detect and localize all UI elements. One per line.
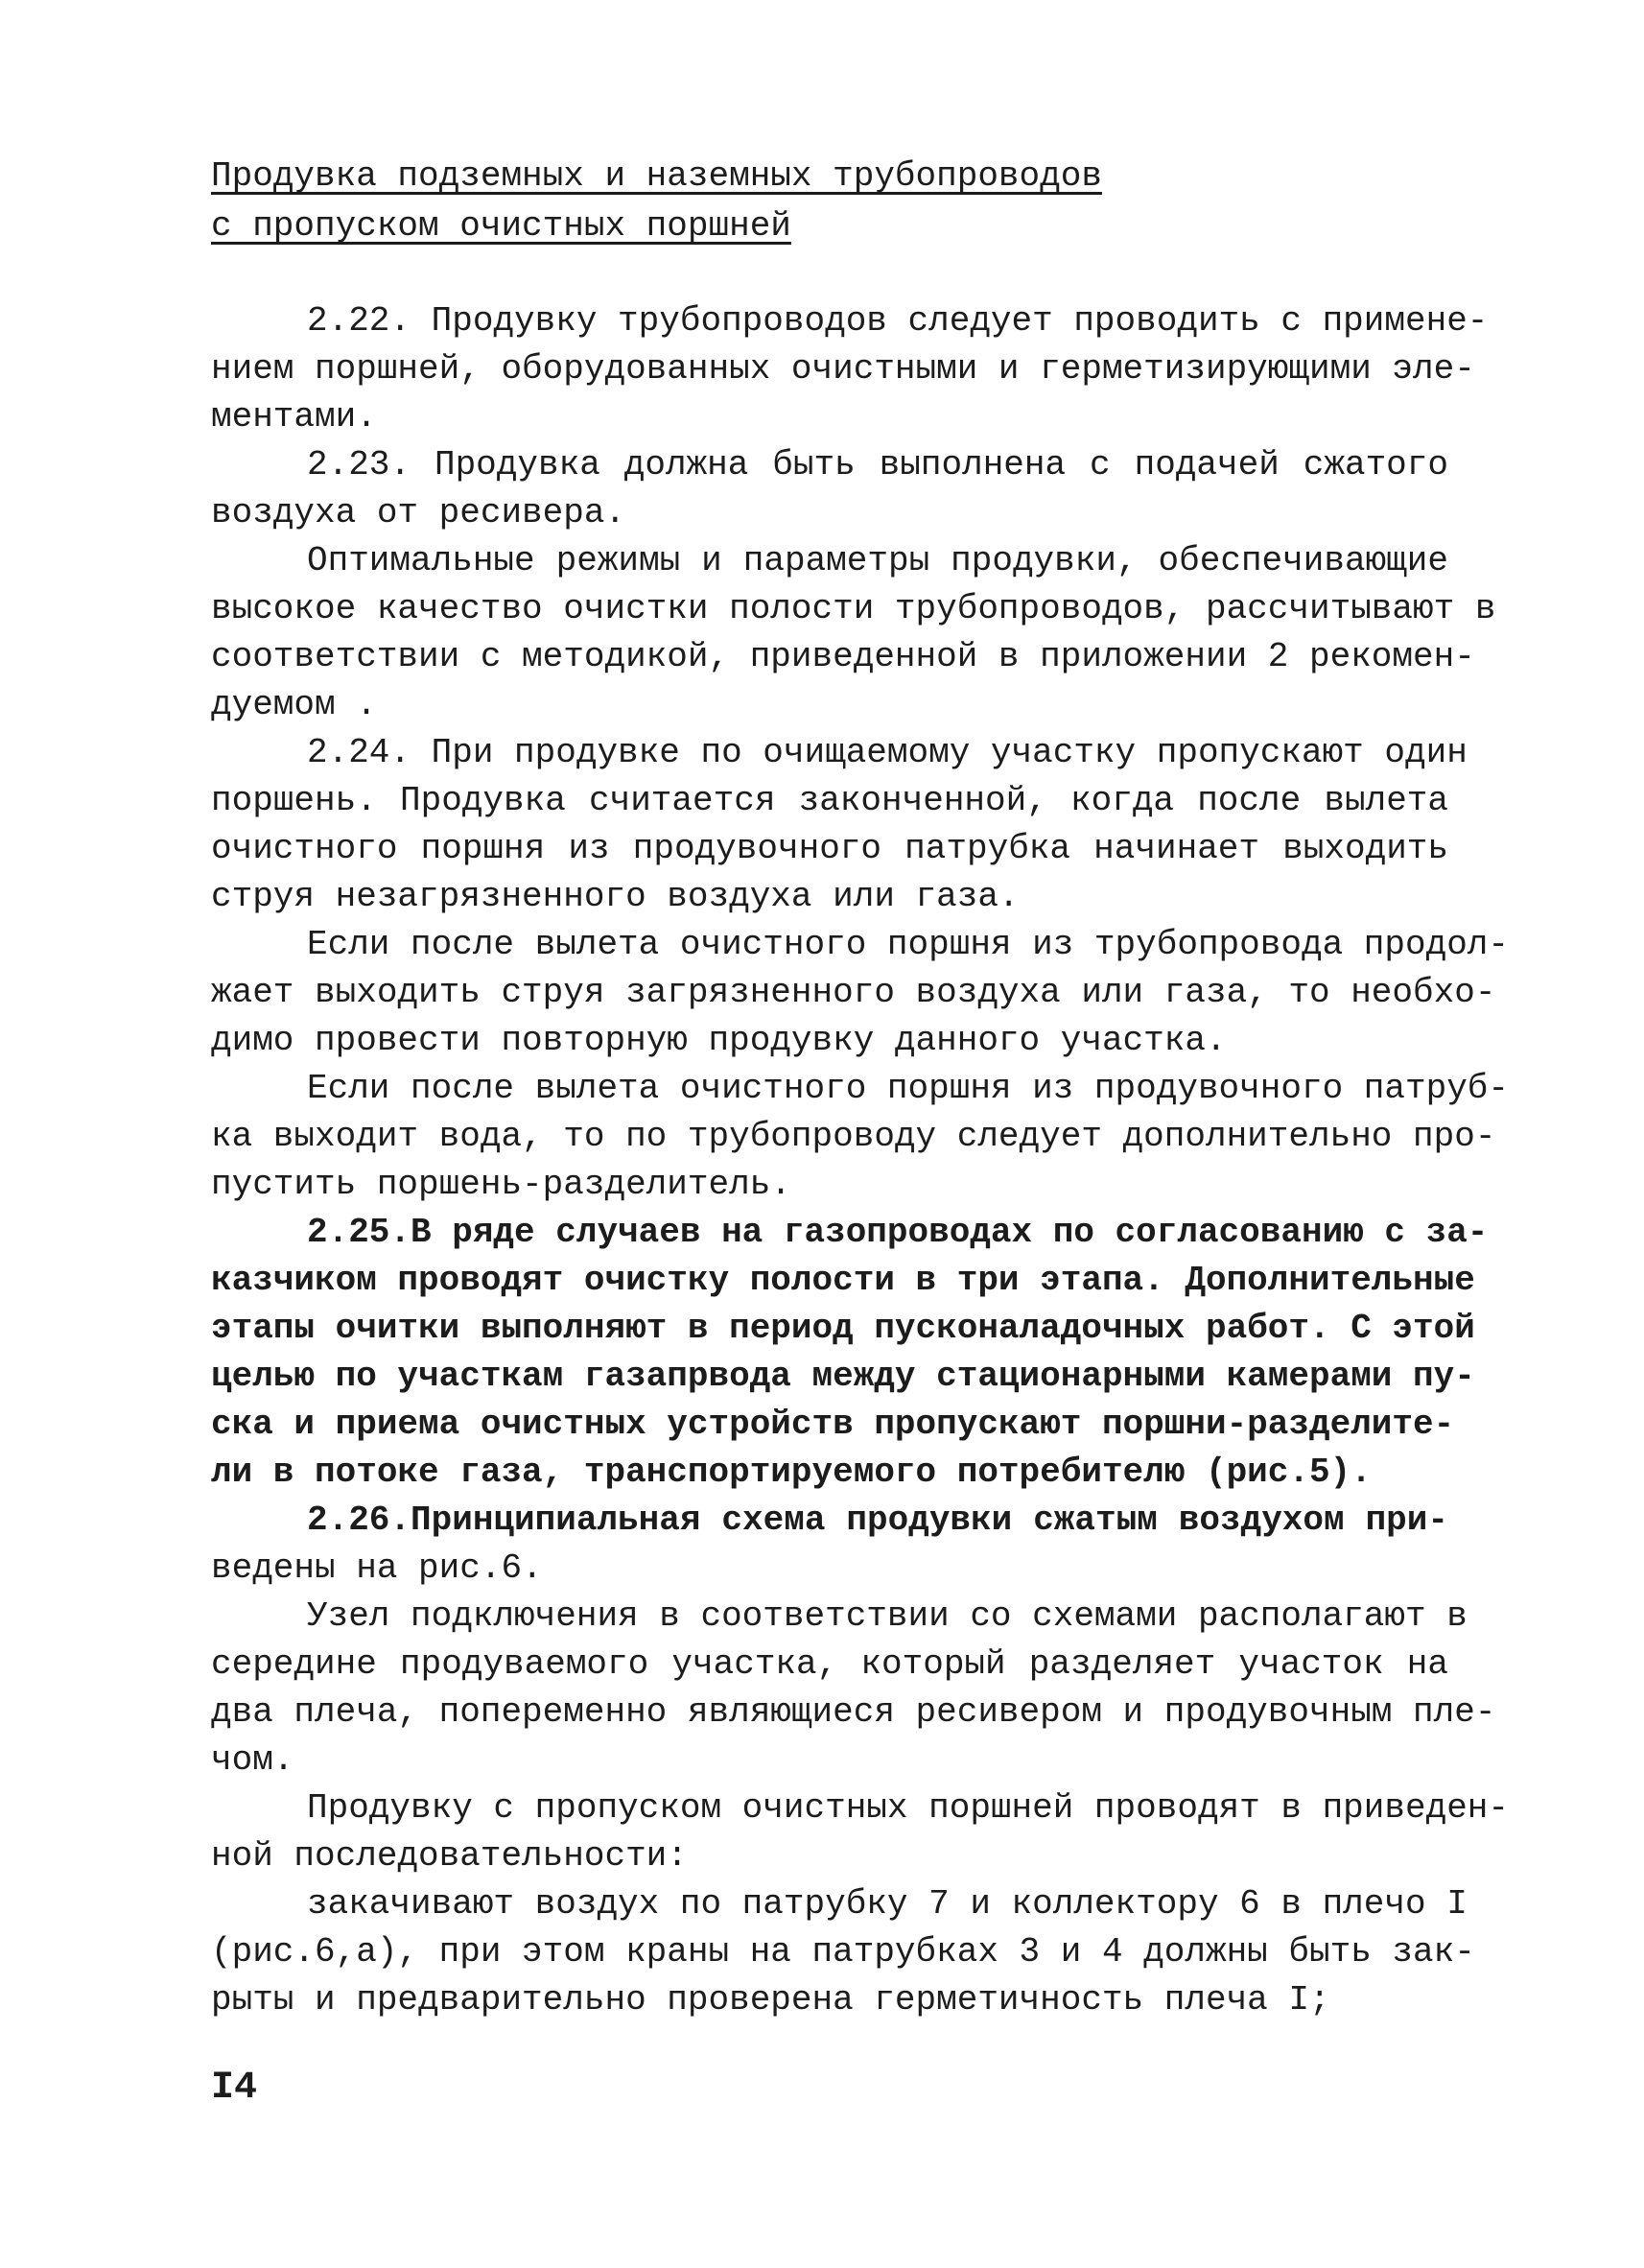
text-line: ли в потоке газа, транспортируемого потребителю (рис.5). [211,1453,1372,1492]
text-line: 2.25.В ряде случаев на газопроводах по согласованию с за- [307,1213,1489,1252]
text-line: 2.24. При продувке по очищаемому участку пропускают один [307,733,1468,772]
text-line: два плеча, попеременно являющиеся ресивером и продувочным пле- [211,1692,1496,1732]
text-line: чом. [211,1740,294,1780]
text-line: закачивают воздух по патрубку 7 и коллектору 6 в плечо I [307,1884,1468,1924]
text-line: димо провести повторную продувку данного участка. [211,1021,1227,1060]
text-line: ментами. [211,397,377,437]
text-line: ведены на рис.6. [211,1548,543,1588]
text-line: рыты и предварительно проверена герметичность плеча I; [211,1980,1330,2020]
text-line: (рис.6,а), при этом краны на патрубках 3 и 4 должны быть зак- [211,1932,1475,1972]
text-line: Если после вылета очистного поршня из трубопровода продол- [307,925,1510,964]
text-line: Если после вылета очистного поршня из продувочного патруб- [307,1069,1510,1108]
text-line: жает выходить струя загрязненного воздуха или газа, то необхо- [211,973,1496,1012]
text-line: соответствии с методикой, приведенной в приложении 2 рекомен- [211,637,1475,676]
text-line: ка выходит вода, то по трубопроводу следует дополнительно про- [211,1117,1496,1156]
text-line: ной последовательности: [211,1836,688,1876]
text-line: этапы очитки выполняют в период пусконаладочных работ. С этой [211,1309,1475,1348]
body-text [211,297,1510,2024]
text-line: ска и приема очистных устройств пропускают поршни-разделите- [211,1405,1455,1444]
text-line: нием поршней, оборудованных очистными и герметизирующими эле- [211,349,1475,389]
text-line: Оптимальные режимы и параметры продувки, обеспечивающие [307,541,1448,580]
text-line: 2.26.Принципиальная схема продувки сжатым воздухом при- [307,1500,1448,1540]
text-line: целью по участкам газапрвода между стационарными камерами пу- [211,1357,1475,1396]
text-line: дуемом . [211,685,377,724]
heading-line-2: с пропуском очистных поршней [211,206,791,246]
text-line: очистного поршня из продувочного патрубка начинает выходить [211,829,1448,868]
text-line: Продувку с пропуском очистных поршней проводят в приведен- [307,1788,1510,1828]
text-line: струя незагрязненного воздуха или газа. [211,877,1020,916]
text-line: поршень. Продувка считается законченной, когда после вылета [211,781,1448,820]
page-number: I4 [211,2067,258,2110]
text-line: высокое качество очистки полости трубопроводов, рассчитывают в [211,589,1496,628]
section-heading [211,152,1458,251]
text-line: 2.23. Продувка должна быть выполнена с подачей сжатого [307,445,1448,484]
heading-line-1: Продувка подземных и наземных трубопроводов [211,156,1102,196]
text-line: Узел подключения в соответствии со схемами располагают в [307,1596,1468,1636]
text-line: воздуха от ресивера. [211,493,626,532]
text-line: казчиком проводят очистку полости в три этапа. Дополнительные [211,1261,1475,1300]
text-line: середине продуваемого участка, который разделяет участок на [211,1644,1448,1684]
text-line: 2.22. Продувку трубопроводов следует проводить с примене- [307,301,1489,341]
text-line: пустить поршень-разделитель. [211,1165,791,1204]
